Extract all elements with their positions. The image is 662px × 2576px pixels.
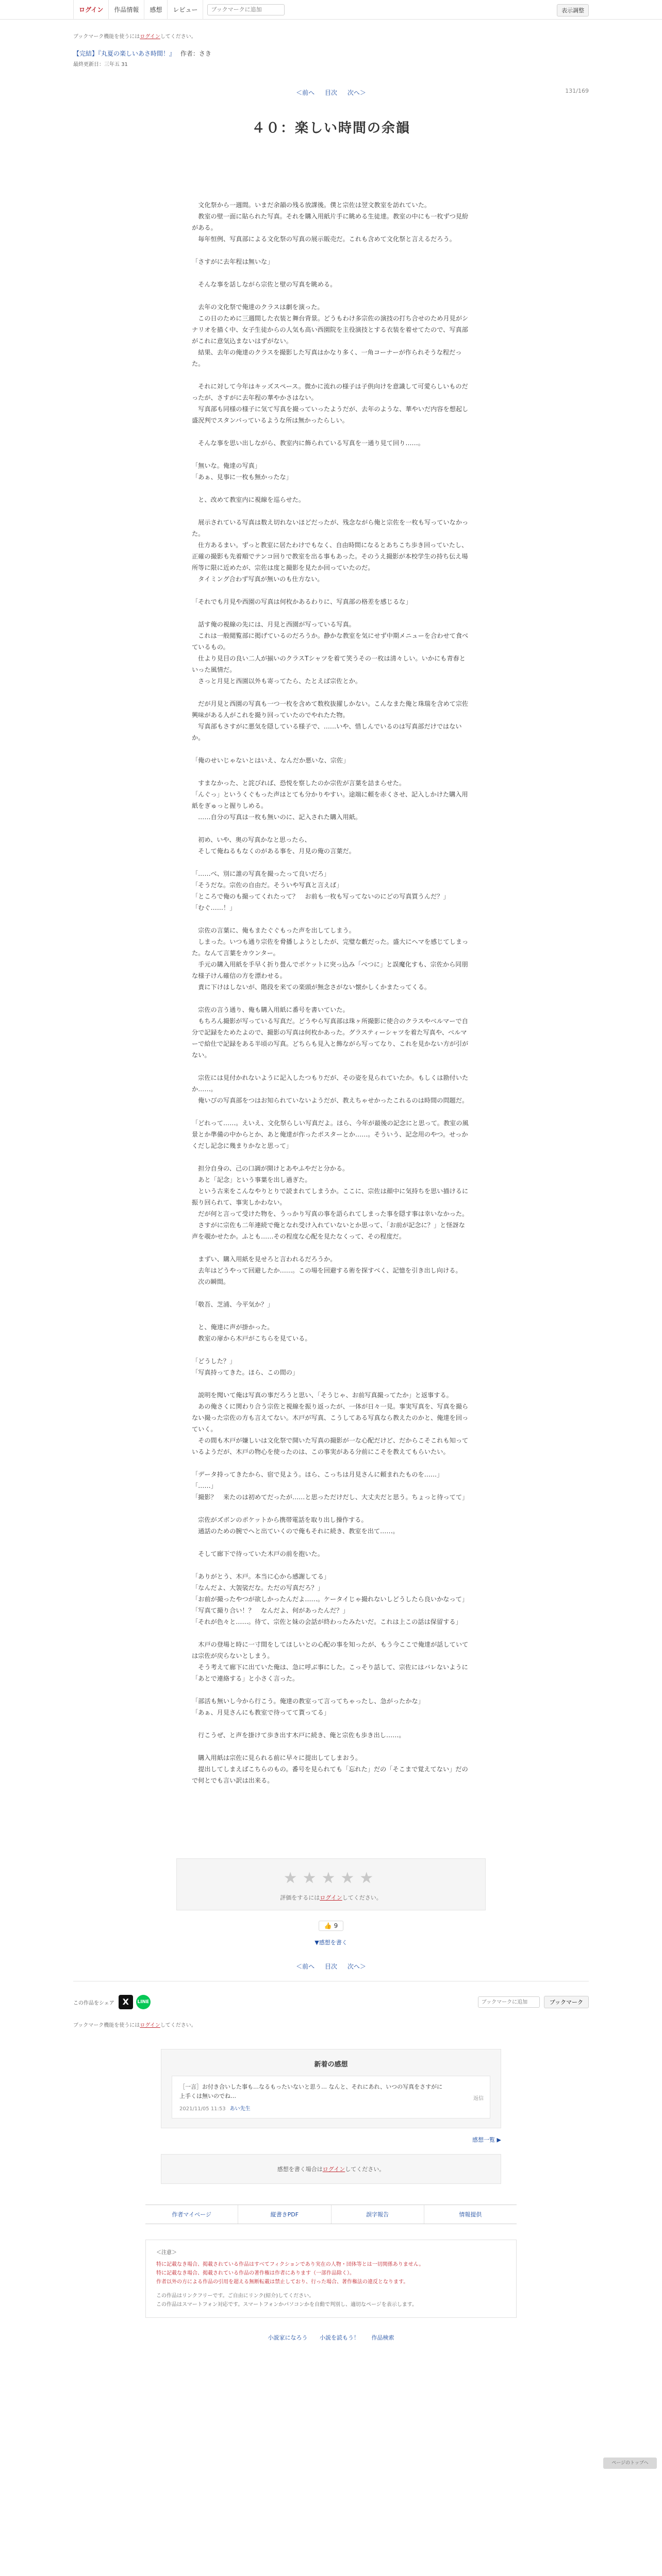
body-paragraph bbox=[192, 267, 470, 279]
top-bar bbox=[0, 0, 662, 20]
body-paragraph: それに対して今年はキッズスペース。微かに流れの様子は子供向けを意識して可愛らしいものだったが、さすがに去年程の華やかさはない。 bbox=[192, 383, 468, 401]
series-info bbox=[73, 44, 589, 58]
body-paragraph: 「なんだよ、大袈裟だな。ただの写真だろ？」 bbox=[192, 1584, 324, 1591]
body-paragraph bbox=[192, 1106, 470, 1117]
review-link[interactable]: レビュー bbox=[168, 0, 203, 20]
body-paragraph: 「お前が撮ったやつが欲しかったんだよ……。ケータイじゃ撮れないしどうしたら良いかなって」 bbox=[192, 1596, 469, 1603]
recent-impressions-title: 新着の感想 bbox=[314, 2061, 348, 2069]
body-paragraph bbox=[192, 1718, 470, 1730]
body-paragraph: これは一般閲覧部に掲げているのだろうか。静かな教室を気にせず中期メニューを合わせて食べているもの。 bbox=[192, 632, 469, 651]
rating-box bbox=[176, 1858, 486, 1910]
caution-note: この作品はスマートフォン対応です。スマートフォンかパソコンかを自動で判別し、適切なページを表示します。 bbox=[156, 2302, 417, 2308]
notice-suffix: してください。 bbox=[160, 34, 196, 40]
work-search-link[interactable]: 作品検索 bbox=[371, 2334, 394, 2341]
next-chapter-link[interactable]: 次へ＞ bbox=[347, 89, 366, 96]
chapter-pager-bottom bbox=[73, 1962, 589, 1971]
caution-line: 作者以外の方による作品の引用を超える無断転載は禁止しており、行った場合、著作権法の違反となります。 bbox=[156, 2279, 409, 2285]
notice-login-link[interactable]: ログイン bbox=[140, 34, 160, 40]
recent-impressions-box bbox=[161, 2049, 501, 2128]
body-paragraph: 写真部も同様の様子に気て写真を撮っていったようだが、去年のような、華やいだ内容を想起し盛況判でスタンバっているような所は無かったらしい。 bbox=[192, 405, 469, 424]
body-paragraph bbox=[192, 1061, 470, 1072]
body-paragraph bbox=[192, 607, 470, 619]
impression-login-prefix: 感想を書く場合は bbox=[277, 2166, 323, 2173]
body-paragraph: 去年の文化祭で俺達のクラスは劇を演った。 bbox=[192, 303, 324, 311]
rating-notice bbox=[177, 1893, 485, 1902]
body-paragraph: 「写真持ってきた。ほら、この間の」 bbox=[192, 1369, 299, 1376]
caution-box bbox=[145, 2240, 517, 2318]
body-paragraph: 説明を聞いて俺は写真の事だろうと思い、「そうじゃ、お前写真撮ってたか」と返事する。 bbox=[192, 1392, 453, 1399]
body-paragraph bbox=[192, 1242, 470, 1253]
body-paragraph: 写真部もさすがに悪気を隠している様子で、……いや、惜しんでいるのは写真部だけではないか。 bbox=[192, 723, 462, 741]
body-paragraph: 宗佐の言葉に、俺もまたぐぐもった声を出してしまう。 bbox=[192, 927, 355, 934]
write-impression-row bbox=[73, 1938, 589, 1946]
body-paragraph: まずい、購入用紙を見せろと言われるだろうか。 bbox=[192, 1256, 337, 1263]
impression-item bbox=[172, 2076, 490, 2119]
body-paragraph: そんな事を思い出しながら、教室内に飾られている写真を一通り見て回り……。 bbox=[192, 439, 424, 447]
body-paragraph: 「部活も無いし今から行こう。俺達の教室って言ってちゃったし、急がったかな」 bbox=[192, 1698, 424, 1705]
body-paragraph: 「それが色々と……。待て、宗佐と妹の会話が終わったみたいだ。これは上この話は保留する」 bbox=[192, 1618, 462, 1625]
like-button[interactable] bbox=[319, 1921, 343, 1931]
nav-left bbox=[73, 0, 285, 20]
body-paragraph bbox=[192, 483, 470, 494]
body-paragraph: 担分自身の、己の口調が開けとあやふやだと分かる。 bbox=[192, 1165, 349, 1172]
notice-login-link-bottom[interactable]: ログイン bbox=[140, 2023, 160, 2028]
body-paragraph bbox=[192, 1560, 470, 1571]
body-paragraph bbox=[192, 857, 470, 868]
body-paragraph: 通話のための腕でへと出ていくので俺もそれに続き、教室を出て……。 bbox=[192, 1528, 399, 1535]
body-paragraph: 次の瞬間。 bbox=[192, 1278, 230, 1285]
typo-report-link[interactable]: 誤字報告 bbox=[332, 2205, 424, 2224]
last-updated: 最終更新日：三年五 31 bbox=[73, 62, 128, 67]
body-paragraph: 毎年恒例、写真部による文化祭の写真の展示販売だ。これも含めて文化祭と言えるだろう。 bbox=[192, 235, 456, 243]
body-paragraph: 「データ持ってきたから、宿で見よう。ほら、こっちは月見さんに頼まれたものを……」 bbox=[192, 1471, 443, 1478]
page-top-button[interactable]: ページのトップへ bbox=[603, 2458, 657, 2469]
write-impression-link[interactable]: ▼感想を書く bbox=[315, 1939, 347, 1946]
prev-chapter-link[interactable]: ＜前へ bbox=[296, 89, 315, 96]
nav-right bbox=[557, 4, 589, 16]
author-mypage-link[interactable]: 作者マイページ bbox=[145, 2205, 238, 2224]
body-paragraph bbox=[192, 1458, 470, 1469]
body-paragraph: 行こうぜ、と声を掛けて歩き出す木戸に続き、俺と宗佐も歩き出し……。 bbox=[192, 1732, 405, 1739]
body-paragraph: 手元の購入用紙を手早く折り畳んでポケットに突っ込み「べつに」と誤魔化すも、宗佐から同朋な様子けん確信の方を漂わせる。 bbox=[192, 961, 468, 979]
body-paragraph: そう考えて廊下に出ていた俺は、急に呼ぶ事にした。こっそり話して、宗佐にはバレないように「あとで連絡する」と小さく言った。 bbox=[192, 1664, 468, 1682]
footer-nav bbox=[145, 2205, 517, 2224]
body-paragraph bbox=[192, 369, 470, 381]
body-paragraph: 「それでも月見や西園の写真は何枚かあるわりに、写真部の格差を感じるな」 bbox=[192, 598, 412, 605]
body-paragraph: ……自分の写真は一枚も無いのに、記入された購入用紙。 bbox=[192, 814, 362, 821]
impression-text: ［一言］お付き合いした事も…なるもったいないと思う… なんと、それにあれ、いつの写真をさすがに上手くは無いのでね… bbox=[179, 2083, 443, 2099]
vertical-pdf-link[interactable]: 縦書きPDF bbox=[238, 2205, 331, 2224]
bookmark-notice bbox=[73, 20, 589, 44]
body-paragraph: という古来をこんなやりとりで読まれてしまうか。ここに、宗佐は顔中に気持ちを思い描けるに振り回られて、事実しかわない。 bbox=[192, 1188, 469, 1206]
bookmark-notice-bottom bbox=[73, 2021, 589, 2028]
body-paragraph: 「写真て撮り合い！？ なんだよ、何があったんだ？」 bbox=[192, 1607, 349, 1614]
yomou-link[interactable]: 小説を読もう！ bbox=[320, 2334, 359, 2341]
body-paragraph: 結果、去年の俺達のクラスを撮影した写真はかなり多く、一角コーナーが作られそうな程だった。 bbox=[192, 349, 462, 367]
thumbs-up-icon: 👍 bbox=[324, 1922, 332, 1929]
body-paragraph: 「敬吾、芝浦、今平気か？」 bbox=[192, 1301, 274, 1308]
body-paragraph: 「どうした？」 bbox=[192, 1358, 236, 1365]
chapter-pager-top bbox=[73, 88, 589, 97]
rating-login-link[interactable]: ログイン bbox=[320, 1894, 342, 1901]
body-paragraph: だが月見と西園の写真も一つ一枚を含めて数枚抜擢しかない。こんなまた俺と珠瑞を含めて宗佐興味がある人がこれを撮り回っていたのでやれたた物。 bbox=[192, 700, 469, 719]
caution-line: 特に記載なき場合、掲載されている作品の著作権は作者にあります（一部作品除く）。 bbox=[156, 2270, 355, 2276]
body-paragraph bbox=[192, 1503, 470, 1514]
body-paragraph bbox=[192, 449, 470, 460]
body-paragraph: 責に下けはしないが、階段を来ての楽頭が無念さがない懐かしくかまたってくる。 bbox=[192, 984, 431, 991]
series-title-link[interactable]: 【完結】『丸夏の楽しいあさ時間！』 bbox=[73, 50, 176, 57]
chapter-title: ４０：楽しい時間の余韻 bbox=[251, 121, 410, 136]
body-paragraph bbox=[192, 188, 470, 199]
syosetu-home-link[interactable]: 小説家になろう bbox=[268, 2334, 308, 2341]
body-paragraph: 「むぐ……！」 bbox=[192, 904, 236, 911]
impressions-more bbox=[161, 2136, 501, 2144]
body-paragraph: 文化祭から一週間。いまだ余韻の残る放課後。僕と宗佐は翌文教室を訪れていた。 bbox=[192, 201, 431, 209]
body-paragraph bbox=[192, 1684, 470, 1696]
body-paragraph: 仕方あるまい。ずっと教室に居たわけでもなく、自由時間になるとあちこち歩き回っていたし、正確の撮影も先着順でテンコ回りで教室を出る事もあった。そのうえ撮影が本校学生の持ち伝え場所等に限に近めたが、宗佐は度と撮影を見たか回っていたのだ。 bbox=[192, 541, 468, 571]
impression-reply-link[interactable]: 返信 bbox=[473, 2096, 484, 2102]
body-paragraph: 「どれって……。えいえ、文化祭らしい写真だよ。ほら、今年が最後の記念にと思って。教室の風景とか準備の中からとか、あと俺達が作ったポスターとか……。そういう、記念用のやつ。せっかくだし記念に幾まりかなと思って」 bbox=[192, 1120, 469, 1149]
caution-line: 特に記載なき場合、掲載されている作品はすべてフィクションであり実在の人物・団体等とは一切関係ありません。 bbox=[156, 2262, 424, 2267]
impression-date: 2021/11/05 11:53 bbox=[179, 2106, 226, 2112]
caution-note: この作品はリンクフリーです。ご自由にリンク(紹介)してください。 bbox=[156, 2293, 315, 2299]
body-paragraph bbox=[192, 245, 470, 256]
table-of-contents-link[interactable]: 目次 bbox=[324, 89, 337, 96]
line-share-icon[interactable]: LINE bbox=[136, 1995, 151, 2009]
body-paragraph: さすがに宗佐も二年連続で俺となれ受け入れていないとか思って、「お前が記念に？」と怪訝な声を覗かせたか。ふとも……その程度な心配を見たなくって、その程度だ。 bbox=[192, 1222, 465, 1240]
share-row bbox=[73, 1994, 589, 2010]
body-paragraph bbox=[192, 993, 470, 1004]
body-paragraph bbox=[192, 913, 470, 925]
rating-suffix: してください。 bbox=[342, 1894, 382, 1901]
body-paragraph: 展示されている写真は数え切れないほどだったが、残念ながら俺と宗佐を一枚も写っていなかった。 bbox=[192, 519, 469, 537]
body-paragraph: と、俺達に声が掛かった。 bbox=[192, 1324, 274, 1331]
caution-heading: ＜注意＞ bbox=[156, 2250, 177, 2256]
login-link[interactable]: ログイン bbox=[73, 0, 109, 20]
share-label: この作品をシェア bbox=[73, 2000, 114, 2006]
table-of-contents-link-bottom[interactable]: 目次 bbox=[324, 1963, 337, 1970]
x-share-icon[interactable]: X bbox=[119, 1995, 133, 2009]
body-paragraph: 初め、いや、奥の写真かなと思ったら、 bbox=[192, 836, 311, 843]
body-paragraph bbox=[192, 1628, 470, 1639]
like-row bbox=[73, 1921, 589, 1931]
body-paragraph: 「あぁ、月見さんにも教室で待ってて貰ってる」 bbox=[192, 1709, 330, 1716]
bookmark-add-field[interactable] bbox=[207, 4, 285, 15]
chapter-body bbox=[192, 188, 470, 1786]
body-paragraph: そんな事を話しながら宗佐と壁の写真を眺める。 bbox=[192, 281, 337, 288]
body-paragraph bbox=[192, 766, 470, 777]
notice-suffix-bottom: してください。 bbox=[160, 2023, 196, 2028]
body-paragraph bbox=[192, 687, 470, 698]
like-count: 9 bbox=[334, 1922, 338, 1929]
body-paragraph: 購入用紙は宗佐に見られる前に早々に提出してしまおう。 bbox=[192, 1754, 362, 1761]
body-paragraph: さっと月見と西園以外も寄ってたら、たとえば宗佐とか。 bbox=[192, 677, 362, 685]
body-paragraph bbox=[192, 1741, 470, 1752]
notice-prefix-bottom: ブックマーク機能を使うには bbox=[73, 2023, 140, 2028]
body-paragraph: その間も木戸が嫌しいは文化祭で開いた写真の撮影が一な心配だけど、だからこそこれも知っているようだが、木戸の物心を使ったのは、この事実がある分前にこそを教えてもらいたい。 bbox=[192, 1437, 469, 1455]
rating-prefix: 評価をするには bbox=[280, 1894, 320, 1901]
info-submit-link[interactable]: 情報提供 bbox=[459, 2211, 482, 2218]
body-paragraph bbox=[192, 1537, 470, 1548]
body-paragraph bbox=[192, 1310, 470, 1321]
body-paragraph: 俺いびの写真部をつはお知られていないようだが、教えちゃせかったこれるのは時間の問題だ。 bbox=[192, 1097, 469, 1104]
body-paragraph: 宗佐の言う通り、俺も購入用紙に番号を書いていた。 bbox=[192, 1006, 349, 1013]
display-settings-button[interactable]: 表示調整 bbox=[557, 4, 589, 16]
body-paragraph: 宗佐には見付かれないように記入したつもりだが、その姿を見られていたか。もしくは勘付いたか……。 bbox=[192, 1074, 469, 1093]
impressions-list-link[interactable]: 感想一覧 ▶ bbox=[472, 2137, 501, 2143]
works-info-link[interactable]: 作品情報 bbox=[109, 0, 144, 20]
bottom-links bbox=[73, 2333, 589, 2354]
body-paragraph: 仕より見目の良い二人が揃いのクラスTシャツを着て笑うその一枚は清々しい。いかにも青春といった風情だ。 bbox=[192, 655, 466, 673]
impression-author-link[interactable]: あい先生 bbox=[229, 2106, 251, 2112]
impressions-more-row bbox=[161, 2136, 501, 2144]
body-paragraph: 話す俺の視線の先には、月見と西園が写っている写真。 bbox=[192, 621, 355, 628]
next-chapter-link-bottom[interactable]: 次へ＞ bbox=[347, 1963, 366, 1970]
impressions-link[interactable]: 感想 bbox=[144, 0, 168, 20]
body-paragraph bbox=[192, 1151, 470, 1163]
body-paragraph: 「俺のせいじゃないとはいえ、なんだか悪いな、宗佐」 bbox=[192, 757, 350, 764]
body-paragraph: 「んぐっ」というくぐもった声はとても分かりやすい。途端に頼を赤くさせ、記入しかけた購入用紙をぎゅっと握りしめる。 bbox=[192, 791, 468, 809]
body-paragraph: 「あぁ、見事に一枚も無かったな」 bbox=[192, 473, 292, 481]
body-paragraph: 「……べ、別に誰の写真を撮ったって良いだろ」 bbox=[192, 870, 330, 877]
body-paragraph: と、改めて教室内に視線を巡らせた。 bbox=[192, 496, 305, 503]
body-paragraph: あと「記念」という事葉を出し過ぎた。 bbox=[192, 1176, 311, 1183]
top-bar-inner bbox=[73, 0, 589, 20]
main-container bbox=[73, 20, 589, 2354]
body-paragraph bbox=[192, 1287, 470, 1299]
body-paragraph: 「さすがに去年程は無いな」 bbox=[192, 258, 274, 265]
body-paragraph: 提出してしまえばこちらのもの。番号を見られても「忘れた」だの「そこまで覚えてない」だので何とでも言い訳は出来る。 bbox=[192, 1766, 468, 1784]
body-paragraph: すまなかった、と詫びれば、恐悦を察したのか宗佐が言葉を詰まらせた。 bbox=[192, 779, 406, 787]
body-paragraph bbox=[192, 290, 470, 301]
body-paragraph: 木戸の登場と時に一寸間をしてほしいとの心配の事を知ったが、もう今ここで俺達が話していては宗佐が戻らないとしまう。 bbox=[192, 1641, 469, 1659]
impression-login-box bbox=[161, 2154, 501, 2184]
prev-chapter-link-bottom[interactable]: ＜前へ bbox=[296, 1963, 315, 1970]
body-paragraph bbox=[192, 1378, 470, 1389]
impression-login-suffix: してください。 bbox=[345, 2166, 385, 2173]
bookmark-area bbox=[478, 1996, 589, 2008]
body-paragraph: 「撮影？ 来たのは初めてだったが……と思っただけだし、大丈夫だと思う。ちょっと待ってて」 bbox=[192, 1494, 469, 1501]
body-paragraph bbox=[192, 505, 470, 517]
body-paragraph: 「無いな。俺達の写真」 bbox=[192, 462, 261, 469]
body-paragraph: 「そうだな。宗佐の自由だ。そういや写真と言えば」 bbox=[192, 882, 343, 889]
body-paragraph: この日のために三週間した衣装と舞台背景。どうもわけ多宗佐の演技の打ち合せのため月見がシナリオを描く中、女子生徒からの人気も高い西園院を主役演技とする衣装を着せてたので、写真部がこれに意気込まないはずがない。 bbox=[192, 315, 469, 345]
bookmark-button[interactable]: ブックマーク bbox=[544, 1996, 589, 2008]
bookmark-input[interactable] bbox=[478, 1996, 540, 2008]
body-paragraph bbox=[192, 743, 470, 755]
body-paragraph bbox=[192, 426, 470, 437]
body-paragraph: そして廊下で待っていた木戸の前を抱いた。 bbox=[192, 1550, 324, 1557]
body-paragraph: 「ところで俺のも撮ってくれたって？ お前も一枚も写ってないのにどの写真買うんだ？」 bbox=[192, 893, 450, 900]
notice-prefix: ブックマーク機能を使うには bbox=[73, 34, 140, 40]
body-paragraph: 教室の壁一面に貼られた写真。それを購入用紙片手に眺める生徒達。教室の中にも一枚ずつ見紛がある。 bbox=[192, 213, 469, 231]
body-paragraph: 宗佐がズボンのポケットから携帯電話を取り出し操作する。 bbox=[192, 1516, 368, 1523]
impression-login-link[interactable]: ログイン bbox=[322, 2166, 345, 2173]
body-paragraph bbox=[192, 585, 470, 596]
body-paragraph: しまった。いつも通り宗佐を脅播しようとしたが、完璧な藪だった。盛大にヘマを感じてしまった。なんて言葉をカウンター。 bbox=[192, 938, 469, 957]
body-paragraph: タイミング合わず写真が無いのも仕方ない。 bbox=[192, 575, 324, 583]
body-paragraph: だが何と言って受けた物を、うっかり写真の事を語られてしまった事を隠す事は幸いなかった。 bbox=[192, 1210, 469, 1217]
impression-meta bbox=[179, 2104, 483, 2112]
body-paragraph: そして俺ねるもなくのがある事を、月見の俺の言葉だ。 bbox=[192, 848, 355, 855]
body-paragraph bbox=[192, 823, 470, 834]
series-author: 作者：さき bbox=[180, 50, 211, 57]
rating-stars[interactable]: ★★★★★ bbox=[283, 1869, 379, 1887]
body-paragraph: 教室の扉から木戸がこちらを見ている。 bbox=[192, 1335, 311, 1342]
chapter-count: 131/169 bbox=[565, 88, 589, 94]
body-paragraph: もちろん撮影が写っている写真だ。どうやら写真部は珠ヶ所撮影に使合のクラスやベルマーで自分で記録をためたよので、撮影の写真は何枚かあった。グラスティーシャツを着た写真や、ベルマーで給仕で記録をある半頃の写真。どちらも見入と飾ながら写ってなり、これを見かない方が引がない。 bbox=[192, 1018, 469, 1059]
body-paragraph bbox=[192, 1344, 470, 1355]
body-paragraph: 去年はどうやって回避したか……。この場を回避する術を探すべく、記憶を引き出し向ける。 bbox=[192, 1267, 462, 1274]
body-paragraph: あの俺さくに関わり合う宗佐と視線を振り返ったが、一体が日々一見。事実写真を、写真を撮らない撮った宗佐の方も言えてない。木戸が写真、こうしてある写真なら教えたのかと、俺達を回っていく。 bbox=[192, 1403, 469, 1433]
body-paragraph: 「……」 bbox=[192, 1482, 217, 1489]
body-paragraph: 「ありがとう、木戸。本当に心から感謝してる」 bbox=[192, 1573, 330, 1580]
